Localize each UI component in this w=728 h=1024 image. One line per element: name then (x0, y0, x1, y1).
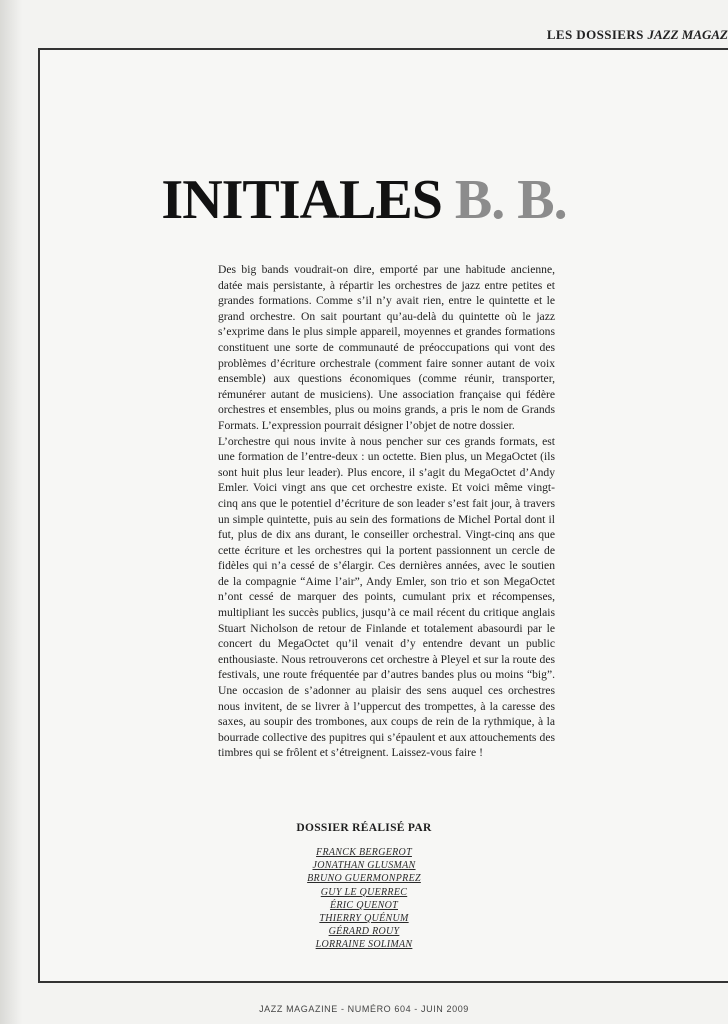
body-paragraph: L’orchestre qui nous invite à nous pencher sur ces grands formats, est une formation de l’entre-deux : un octette. Bien plus, un MegaOctet (ils sont huit plus leur leader). Plus encore, il s’agit du MegaOctet d’Andy Emler. Voici vingt ans que cet orchestre existe. Et voici même vingt-cinq ans que le potentiel d’écriture de son leader s’est fait jour, à travers un simple quintette, puis au sein des formations de Michel Portal dont il fut, plus de dix ans durant, le conseiller orchestral. Vingt-cinq ans que cette écriture et les orchestres qui la portent passionnent un cercle de fidèles qui n’a cessé de s’élargir. Ces dernières années, avec le soutien de la compagnie “Aime l’air”, Andy Emler, son trio et son MegaOctet n’ont cessé de marquer des points, cumulant prix et récompenses, multipliant les succès publics, jusqu’à ce mail récent du critique anglais Stuart Nicholson de retour de Finlande et totalement abasourdi par le concert du MegaOctet qu’il venait d’y entendre devant un public enthousiaste. Nous retrouverons cet orchestre à Pleyel et sur la route des festivals, une route fréquentée par d’autres bandes plus ou moins “big”. Une occasion de s’adonner au plaisir des sens auquel ces orchestres nous invitent, de se livrer à l’uppercut des trompettes, à la caresse des saxes, au soupir des trombones, aux coups de rein de la rythmique, à la bourrade collective des pupitres qui s’épaulent et aux attouchements des timbres qui se frôlent et s’étreignent. Laissez-vous faire ! (218, 434, 555, 760)
credit-name: JONATHAN GLUSMAN (312, 860, 416, 872)
credit-name: ÉRIC QUENOT (329, 899, 399, 911)
header-section: LES DOSSIERS (546, 27, 644, 42)
title-main: INITIALES (161, 169, 442, 231)
credits-block (0, 822, 728, 952)
credit-name: GUY LE QUERREC (320, 886, 408, 898)
credit-name: FRANCK BERGEROT (316, 847, 412, 858)
credits-list (0, 846, 728, 952)
credits-title: DOSSIER RÉALISÉ PAR (296, 822, 432, 834)
body-paragraph: Des big bands voudrait-on dire, emporté par une habitude ancienne, datée mais persistante, à répartir les orchestres de jazz entre petites et grandes formations. Comme s’il n’y avait rien, entre le quintette et le grand orchestre. On sait pourtant qu’au-delà du quintette où le jazz s’exprime dans le plus simple appareil, moyennes et grandes formations constituent une sorte de communauté de préoccupations qui vont des problèmes d’écriture orchestrale (comment faire sonner autant de voix ensemble) aux questions économiques (comme réunir, transporter, rémunérer autant de musiciens). Une association française qui fédère orchestres et ensembles, plus ou moins grands, a pris le nom de Grands Formats. L’expression pourrait désigner l’objet de notre dossier. (218, 263, 555, 432)
credit-name: BRUNO GUERMONPREZ (307, 873, 421, 885)
article-body (218, 262, 555, 761)
credit-name: LORRAINE SOLIMAN (315, 939, 413, 951)
article-title (0, 170, 728, 230)
credit-name: GÉRARD ROUY (328, 926, 400, 938)
page-footer: JAZZ MAGAZINE - NUMÉRO 604 - JUIN 2009 (259, 1004, 469, 1014)
header-brand: JAZZ MAGAZ (647, 27, 728, 42)
title-accent: B. B. (454, 169, 567, 231)
credit-name: THIERRY QUÉNUM (319, 913, 409, 925)
running-header (547, 27, 728, 43)
